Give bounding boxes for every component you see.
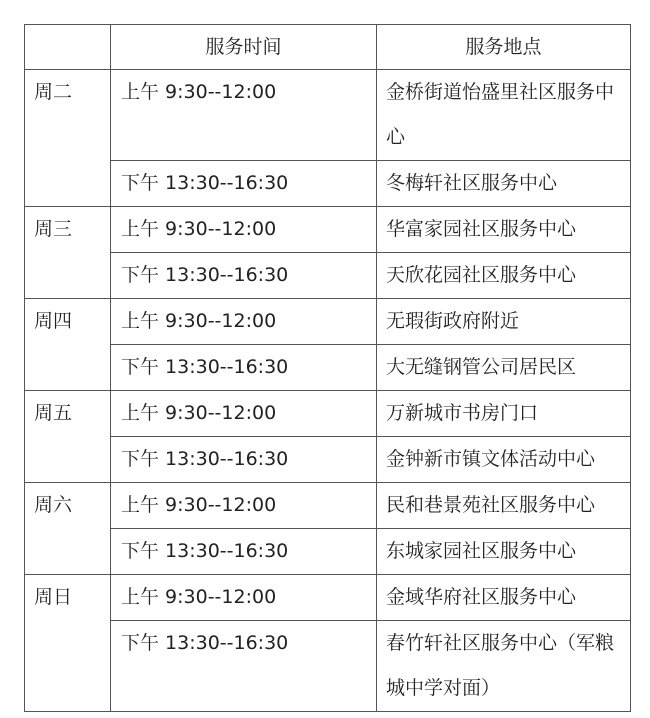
day-cell: 周五 xyxy=(25,391,111,483)
header-day xyxy=(25,25,111,70)
table-row xyxy=(25,161,631,207)
time-cell: 下午 13:30--16:30 xyxy=(111,437,377,483)
time-cell: 下午 13:30--16:30 xyxy=(111,161,377,207)
time-cell: 上午 9:30--12:00 xyxy=(111,70,377,161)
table-row xyxy=(25,575,631,621)
location-cell: 万新城市书房门口 xyxy=(377,391,631,437)
location-cell: 天欣花园社区服务中心 xyxy=(377,253,631,299)
table-row xyxy=(25,207,631,253)
header-service-location: 服务地点 xyxy=(377,25,631,70)
table-row xyxy=(25,529,631,575)
table-row xyxy=(25,437,631,483)
day-cell: 周六 xyxy=(25,483,111,575)
day-cell: 周日 xyxy=(25,575,111,712)
table-row xyxy=(25,253,631,299)
table-row xyxy=(25,345,631,391)
table-row xyxy=(25,483,631,529)
time-cell: 下午 13:30--16:30 xyxy=(111,621,377,712)
time-cell: 上午 9:30--12:00 xyxy=(111,575,377,621)
location-cell: 东城家园社区服务中心 xyxy=(377,529,631,575)
time-cell: 上午 9:30--12:00 xyxy=(111,207,377,253)
time-cell: 上午 9:30--12:00 xyxy=(111,391,377,437)
day-cell: 周四 xyxy=(25,299,111,391)
location-cell: 无瑕街政府附近 xyxy=(377,299,631,345)
location-cell: 华富家园社区服务中心 xyxy=(377,207,631,253)
time-cell: 下午 13:30--16:30 xyxy=(111,253,377,299)
location-cell: 大无缝钢管公司居民区 xyxy=(377,345,631,391)
location-cell: 春竹轩社区服务中心（军粮城中学对面） xyxy=(377,621,631,712)
day-cell: 周三 xyxy=(25,207,111,299)
location-cell: 冬梅轩社区服务中心 xyxy=(377,161,631,207)
location-cell: 金域华府社区服务中心 xyxy=(377,575,631,621)
header-row xyxy=(25,25,631,70)
table-row xyxy=(25,299,631,345)
header-service-time: 服务时间 xyxy=(111,25,377,70)
location-cell: 民和巷景苑社区服务中心 xyxy=(377,483,631,529)
table-row xyxy=(25,621,631,712)
table-row xyxy=(25,391,631,437)
time-cell: 上午 9:30--12:00 xyxy=(111,299,377,345)
table-row xyxy=(25,70,631,161)
time-cell: 下午 13:30--16:30 xyxy=(111,345,377,391)
location-cell: 金钟新市镇文体活动中心 xyxy=(377,437,631,483)
time-cell: 上午 9:30--12:00 xyxy=(111,483,377,529)
location-cell: 金桥街道怡盛里社区服务中心 xyxy=(377,70,631,161)
time-cell: 下午 13:30--16:30 xyxy=(111,529,377,575)
service-schedule-table xyxy=(24,24,631,712)
day-cell: 周二 xyxy=(25,70,111,207)
